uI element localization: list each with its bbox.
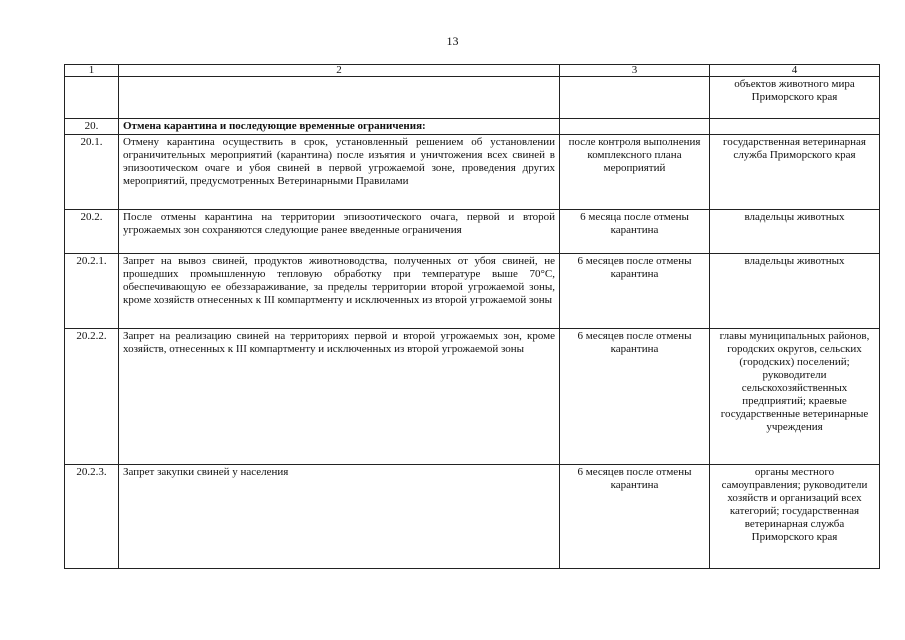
table-header-row xyxy=(65,65,880,77)
measures-table xyxy=(64,64,880,569)
row-measure: Запрет на вывоз свиней, продуктов животноводства, полученных от убоя свиней, не прошедших промышленную тепловую обработку при температуре выше 70°С, обеспечивающую ее обеззараживание, за пределы территории второй угрожаемой зоны, кроме хозяйств отнесенных к III компартменту и исключенных из второй угрожаемой зоны xyxy=(119,254,560,329)
column-header-1: 1 xyxy=(65,65,119,77)
row-measure xyxy=(119,77,560,119)
table-row xyxy=(65,329,880,465)
row-number: 20.2. xyxy=(65,210,119,254)
row-term: после контроля выполнения комплексного плана мероприятий xyxy=(560,135,710,210)
table-row xyxy=(65,135,880,210)
row-measure: Запрет на реализацию свиней на территориях первой и второй угрожаемых зон, кроме хозяйств, отнесенных к III компартменту и исключенных из второй угрожаемой зоны xyxy=(119,329,560,465)
row-responsible: государственная ветеринарная служба Приморского края xyxy=(710,135,880,210)
table-row xyxy=(65,77,880,119)
row-responsible: объектов животного мира Приморского края xyxy=(710,77,880,119)
row-number: 20.1. xyxy=(65,135,119,210)
row-responsible: владельцы животных xyxy=(710,254,880,329)
row-responsible: главы муниципальных районов, городских округов, сельских (городских) поселений; руководители сельскохозяйственных предприятий; краевые государственные ветеринарные учреждения xyxy=(710,329,880,465)
column-header-4: 4 xyxy=(710,65,880,77)
row-measure: Запрет закупки свиней у населения xyxy=(119,465,560,569)
row-term xyxy=(560,77,710,119)
row-measure: После отмены карантина на территории эпизоотического очага, первой и второй угрожаемых зон сохраняются следующие ранее введенные ограничения xyxy=(119,210,560,254)
column-header-2: 2 xyxy=(119,65,560,77)
row-term: 6 месяцев после отмены карантина xyxy=(560,465,710,569)
column-header-3: 3 xyxy=(560,65,710,77)
row-responsible xyxy=(710,119,880,135)
row-term xyxy=(560,119,710,135)
row-responsible: органы местного самоуправления; руководители хозяйств и организаций всех категорий; государственная ветеринарная служба Приморского края xyxy=(710,465,880,569)
row-number xyxy=(65,77,119,119)
page-number: 13 xyxy=(446,34,459,48)
table-row xyxy=(65,210,880,254)
row-responsible: владельцы животных xyxy=(710,210,880,254)
row-term: 6 месяцев после отмены карантина xyxy=(560,254,710,329)
row-number: 20.2.1. xyxy=(65,254,119,329)
section-heading: Отмена карантина и последующие временные ограничения: xyxy=(119,119,560,135)
row-term: 6 месяца после отмены карантина xyxy=(560,210,710,254)
row-number: 20. xyxy=(65,119,119,135)
table-row xyxy=(65,119,880,135)
row-term: 6 месяцев после отмены карантина xyxy=(560,329,710,465)
row-number: 20.2.2. xyxy=(65,329,119,465)
row-number: 20.2.3. xyxy=(65,465,119,569)
row-measure: Отмену карантина осуществить в срок, установленный решением об установлении ограничительных мероприятий (карантина) после изъятия и уничтожения всех свиней в эпизоотическом очаге и убоя свиней в первой угрожаемой зоне, проведения других мероприятий, предусмотренных Ветеринарными Правилами xyxy=(119,135,560,210)
table-row xyxy=(65,254,880,329)
table-row xyxy=(65,465,880,569)
